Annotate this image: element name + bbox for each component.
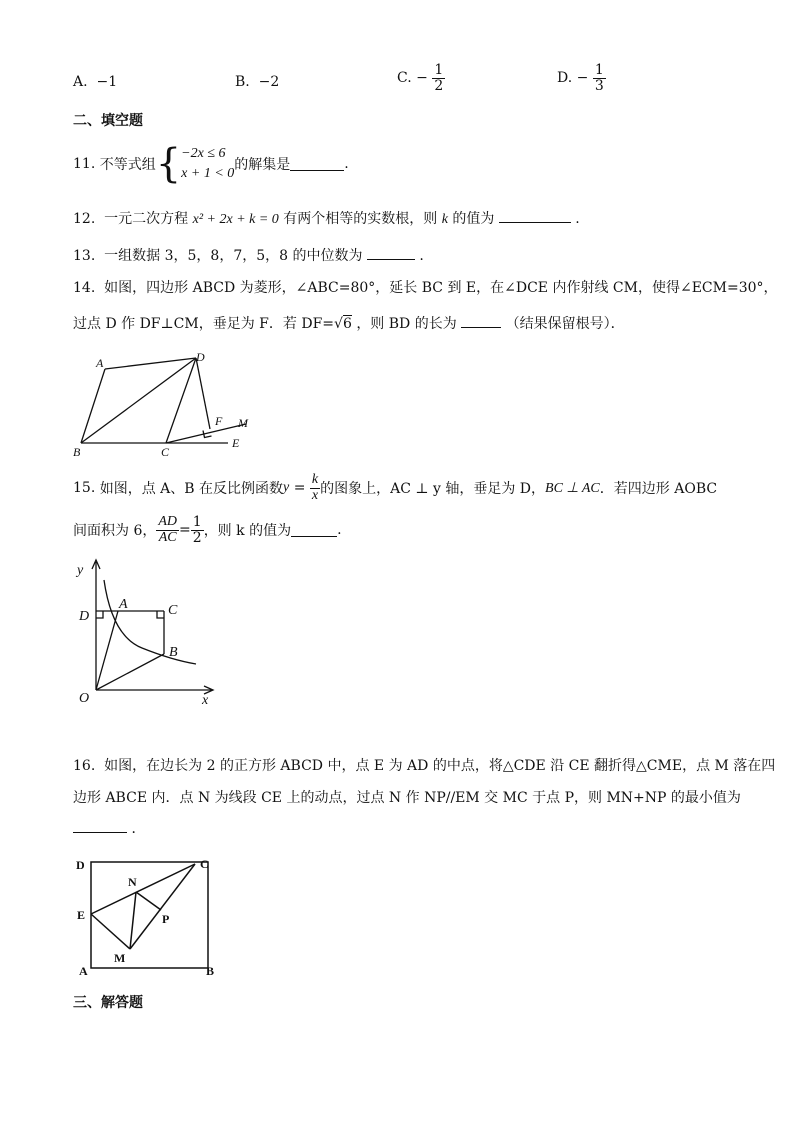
figure-inverse-function [72,556,222,708]
question-11: 11. 不等式组 { −2x ≤ 6 x + 1 < 0 的解集是 . [73,141,349,187]
option-c-fraction: $\frac{1}{2}$ [434,62,444,94]
segment-ec [91,864,195,914]
question-15-line1: 15. 如图，点 A、B 在反比例函数 y = $\frac{k}{x}$ 的图象上， AC ⊥ y 轴，垂足为 D， BC ⊥ AC ．若四边形 AOBC [73,471,718,503]
label-d: D [76,858,85,872]
segment-ob [96,654,164,690]
label-x: x [202,693,209,708]
right-angle-c [157,611,164,618]
label-c: C [200,857,209,871]
function-fraction: $\frac{k}{x}$ [311,471,319,503]
label-e: E [232,436,240,450]
segment-df [196,358,210,429]
label-e: E [77,908,86,922]
answer-blank[interactable] [367,247,415,260]
answer-blank[interactable] [291,524,337,537]
label-d: D [79,609,90,624]
brace: { [155,141,182,187]
section-title-fill-in: 二、填空题 [73,113,143,129]
answer-blank[interactable] [461,315,501,328]
label-b: B [169,645,178,660]
inequality-system: −2x ≤ 6 x + 1 < 0 [181,146,235,181]
label-y: y [77,563,84,578]
question-13: 13. 一组数据 3，5，8，7，5，8 的中位数为 . [73,248,424,264]
right-angle-d [96,611,103,618]
answer-blank[interactable] [73,820,127,833]
label-o: O [79,691,90,706]
sqrt-symbol: √ [334,316,343,332]
answer-blank[interactable] [290,158,344,171]
ratio-fraction: $\frac{AD}{AC}$ [158,513,178,545]
segment-em [91,914,130,949]
label-c: C [161,445,170,459]
question-15-line2: 间面积为 6， $\frac{AD}{AC}$ = $\frac{1}{2}$ ，则 k 的值为 . [73,513,342,546]
curve [104,580,196,664]
question-16-line1: 16. 如图，在边长为 2 的正方形 ABCD 中，点 E 为 AD 的中点，将△CDE 沿 CE 翻折得△CME，点 M 落在四 [73,758,776,774]
edge-ab [81,369,105,443]
segment-mc [130,864,195,949]
right-angle-mark [203,431,212,438]
edge-dc [166,358,196,443]
label-a: A [96,356,104,370]
question-16-line3: ． [73,818,145,838]
diagonal-bd [81,358,196,443]
figure-square [74,852,220,980]
label-f: F [215,414,223,428]
label-c: C [168,603,178,618]
option-a: A. −1 [73,74,118,90]
label-p: P [162,912,170,926]
label-d: D [196,350,205,364]
label-b: B [73,445,81,459]
option-b: B. −2 [235,74,280,90]
answer-blank[interactable] [499,210,571,223]
segment-np [136,892,161,910]
segment-nm [130,892,136,949]
option-d-fraction: $\frac{1}{3}$ [594,62,604,94]
question-14-line2: 过点 D 作 DF⊥CM，垂足为 F．若 DF=√6 ，则 BD 的长为 （结果保留根号）． [73,316,625,332]
label-n: N [128,875,137,889]
question-12: 12. 一元二次方程 x² + 2x + k = 0 有两个相等的实数根，则 k 的值为 . [73,211,580,227]
segment-oa [96,611,118,690]
ratio-value-fraction: $\frac{1}{2}$ [192,513,202,546]
question-16-line2: 边形 ABCE 内．点 N 为线段 CE 上的动点，过点 N 作 NP//EM 交 MC 于点 P，则 MN+NP 的最小值为 [73,790,741,806]
option-d: D. − $\frac{1}{3}$ [557,62,604,94]
label-a: A [79,964,88,978]
label-m: M [238,416,248,430]
figure-rhombus [68,346,258,460]
label-a: A [119,597,128,612]
option-c: C. − $\frac{1}{2}$ [397,62,444,94]
question-14-line1: 14. 如图，四边形 ABCD 为菱形，∠ABC=80°，延长 BC 到 E，在∠DCE 内作射线 CM，使得∠ECM=30°， [73,280,778,296]
label-b: B [206,964,215,978]
section-title-solutions: 三、解答题 [73,995,143,1011]
square-abcd [91,862,208,968]
label-m: M [114,951,126,965]
